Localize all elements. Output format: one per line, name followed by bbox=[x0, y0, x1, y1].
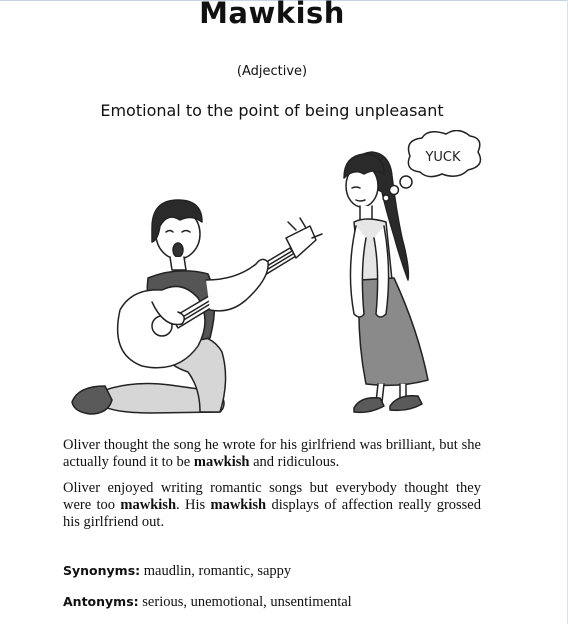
example-sentence-2: Oliver enjoyed writing romantic songs but everybody thought they were too mawkish. His mawkish displays of affection really grossed his girlfriend out. bbox=[63, 480, 481, 530]
synonyms-label: Synonyms: bbox=[63, 563, 141, 578]
highlighted-word: mawkish bbox=[210, 497, 267, 513]
synonyms-value: maudlin, romantic, sappy bbox=[140, 563, 292, 579]
guitar-player-figure bbox=[72, 200, 322, 414]
antonyms-line bbox=[63, 594, 352, 611]
thought-bubble-text: YUCK bbox=[425, 150, 461, 165]
definition: Emotional to the point of being unpleasant bbox=[100, 101, 444, 120]
thought-bubble bbox=[383, 130, 480, 201]
part-of-speech: (Adjective) bbox=[236, 64, 308, 79]
girl-figure bbox=[344, 152, 428, 412]
antonyms-value: serious, unemotional, unsentimental bbox=[138, 594, 352, 610]
highlighted-word: mawkish bbox=[193, 454, 250, 470]
synonyms-line bbox=[63, 563, 291, 580]
antonyms-label: Antonyms: bbox=[63, 594, 139, 609]
word-title: Mawkish bbox=[199, 0, 345, 30]
example-sentence-1: Oliver thought the song he wrote for his girlfriend was brilliant, but she actually found it to be mawkish and ridiculous. bbox=[63, 437, 481, 470]
cartoon-illustration bbox=[60, 130, 510, 422]
highlighted-word: mawkish bbox=[120, 497, 177, 513]
